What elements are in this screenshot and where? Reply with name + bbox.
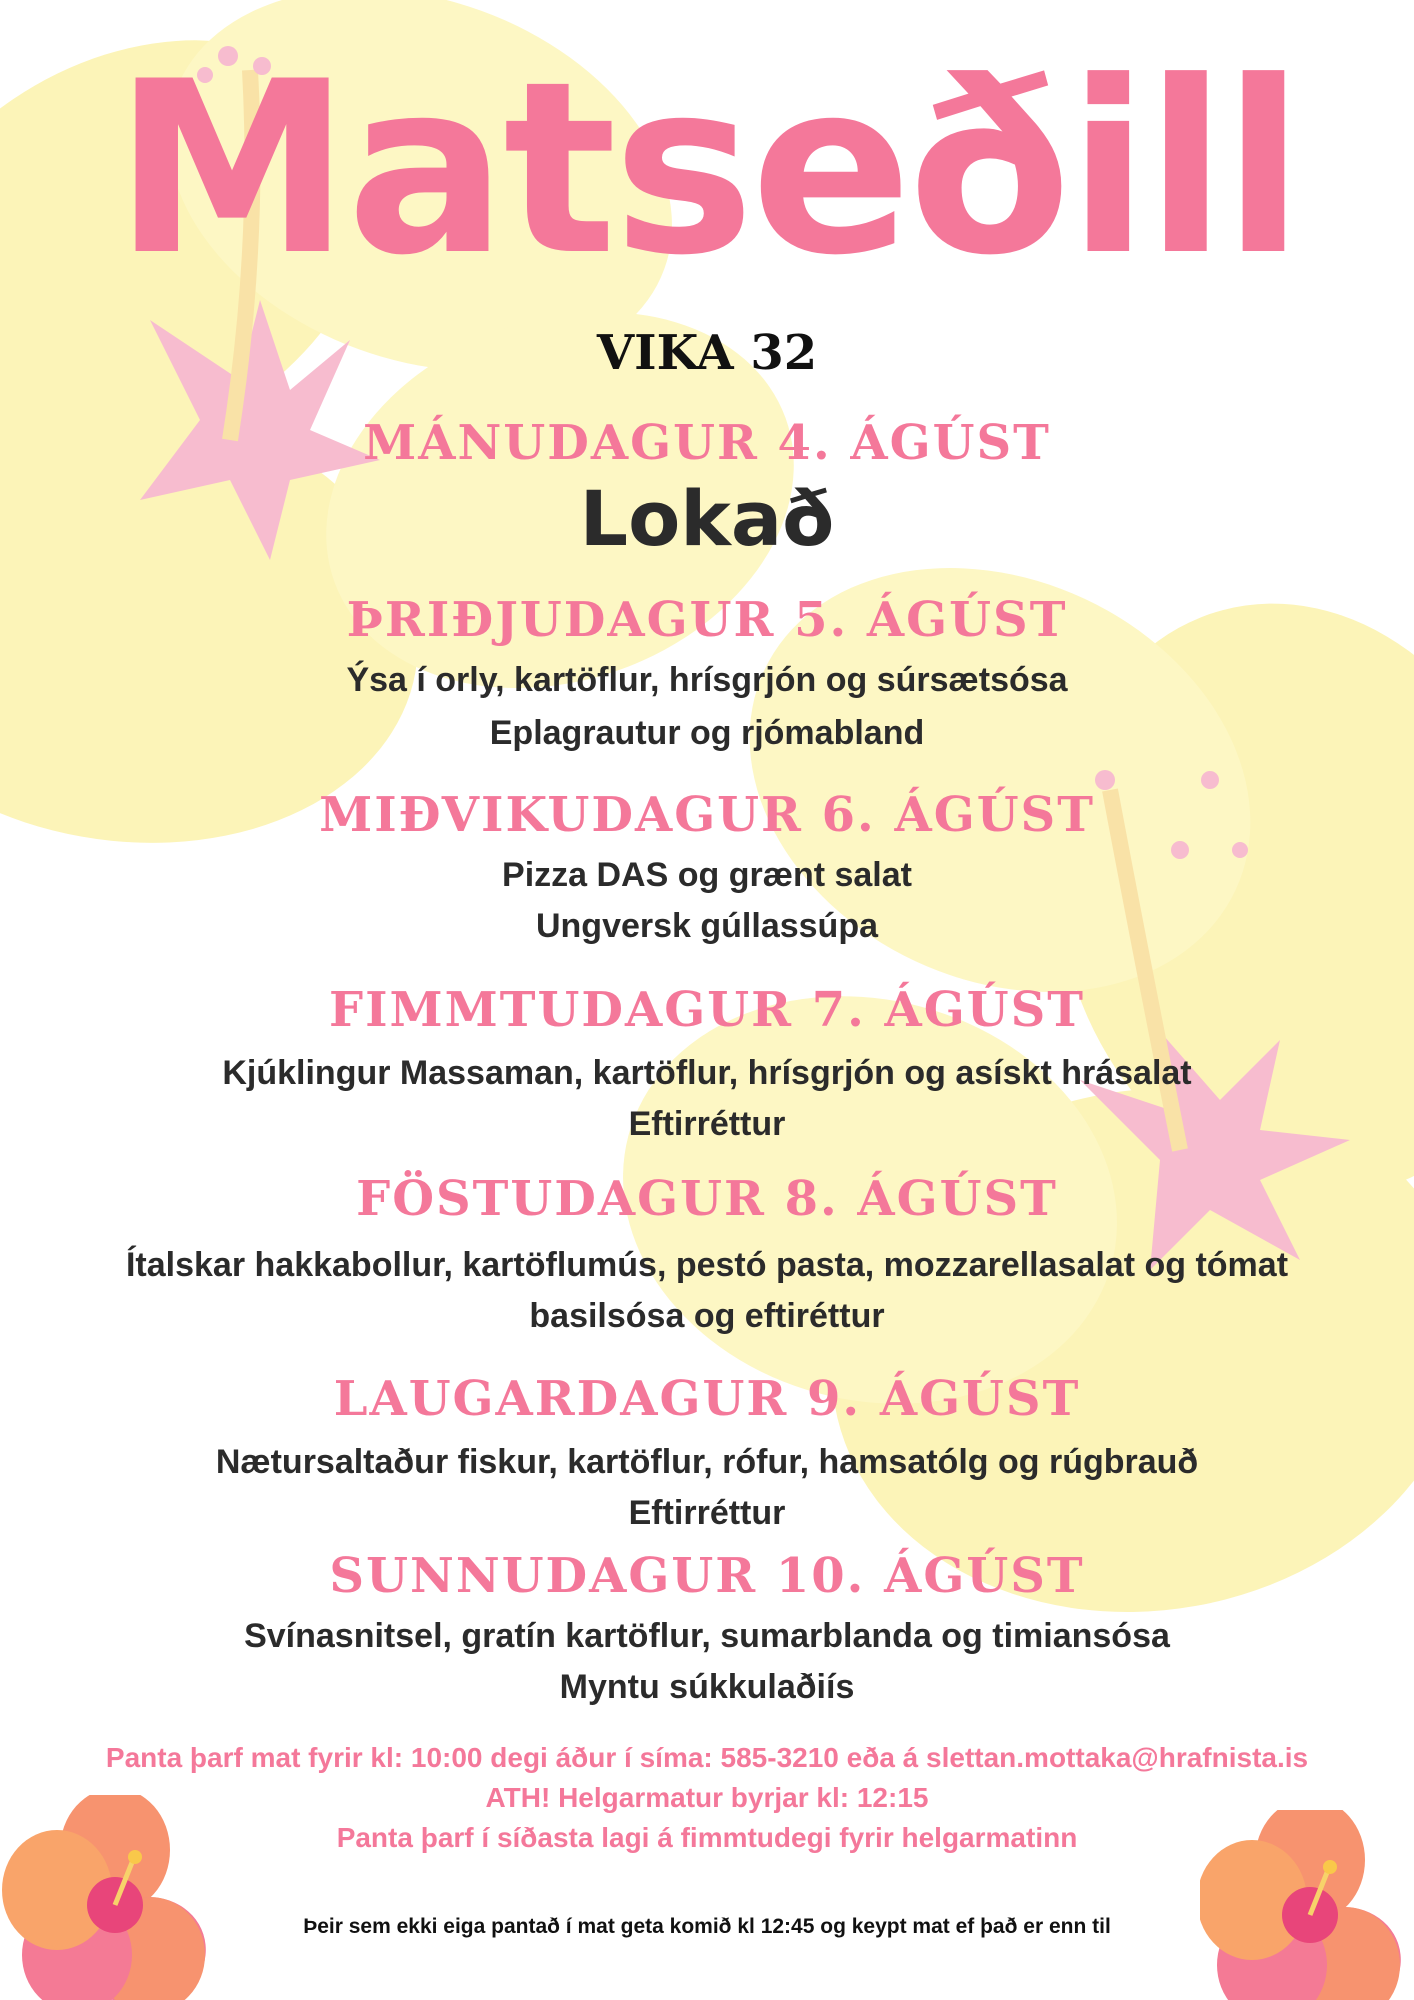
day-heading-wednesday: MIÐVIKUDAGUR 6. ÁGÚST <box>319 787 1095 843</box>
closed-label: Lokað <box>579 474 835 563</box>
dish-line: Eftirréttur <box>628 1494 786 1532</box>
day-heading-friday: FÖSTUDAGUR 8. ÁGÚST <box>356 1171 1058 1227</box>
order-notice: Panta þarf mat fyrir kl: 10:00 degi áður í síma: 585-3210 eða á slettan.mottaka@hrafnista.is <box>105 1742 1309 1773</box>
weekend-notice: ATH! Helgarmatur byrjar kl: 12:15 <box>485 1782 929 1813</box>
dish-line: Ýsa í orly, kartöflur, hrísgrjón og súrsætsósa <box>346 661 1068 699</box>
dish-line: Ungversk gúllassúpa <box>535 907 878 945</box>
day-heading-saturday: LAUGARDAGUR 9. ÁGÚST <box>333 1371 1081 1427</box>
dish-line: Pizza DAS og grænt salat <box>502 856 912 894</box>
dish-line: Eplagrautur og rjómabland <box>489 714 925 752</box>
day-heading-tuesday: ÞRIÐJUDAGUR 5. ÁGÚST <box>346 592 1068 648</box>
footer-note: Þeir sem ekki eiga pantað í mat geta komið kl 12:45 og keypt mat ef það er enn til <box>303 1915 1111 1938</box>
dish-line: Myntu súkkulaðiís <box>559 1668 855 1706</box>
dish-line: Kjúklingur Massaman, kartöflur, hrísgrjón og asískt hrásalat <box>222 1054 1192 1092</box>
page-title: Matseðill <box>113 31 1301 308</box>
day-heading-sunday: SUNNUDAGUR 10. ÁGÚST <box>329 1548 1085 1604</box>
dish-line: Nætursaltaður fiskur, kartöflur, rófur, hamsatólg og rúgbrauð <box>215 1443 1199 1481</box>
day-heading-monday: MÁNUDAGUR 4. ÁGÚST <box>363 415 1051 471</box>
dish-line: basilsósa og eftiréttur <box>529 1297 885 1335</box>
deadline-notice: Panta þarf í síðasta lagi á fimmtudegi fyrir helgarmatinn <box>336 1822 1078 1853</box>
dish-line: Ítalskar hakkabollur, kartöflumús, pestó pasta, mozzarellasalat og tómat <box>125 1246 1289 1284</box>
dish-line: Eftirréttur <box>628 1105 786 1143</box>
day-heading-thursday: FIMMTUDAGUR 7. ÁGÚST <box>329 982 1085 1038</box>
week-label: VIKA 32 <box>596 325 818 381</box>
dish-line: Svínasnitsel, gratín kartöflur, sumarblanda og timiansósa <box>244 1617 1170 1655</box>
